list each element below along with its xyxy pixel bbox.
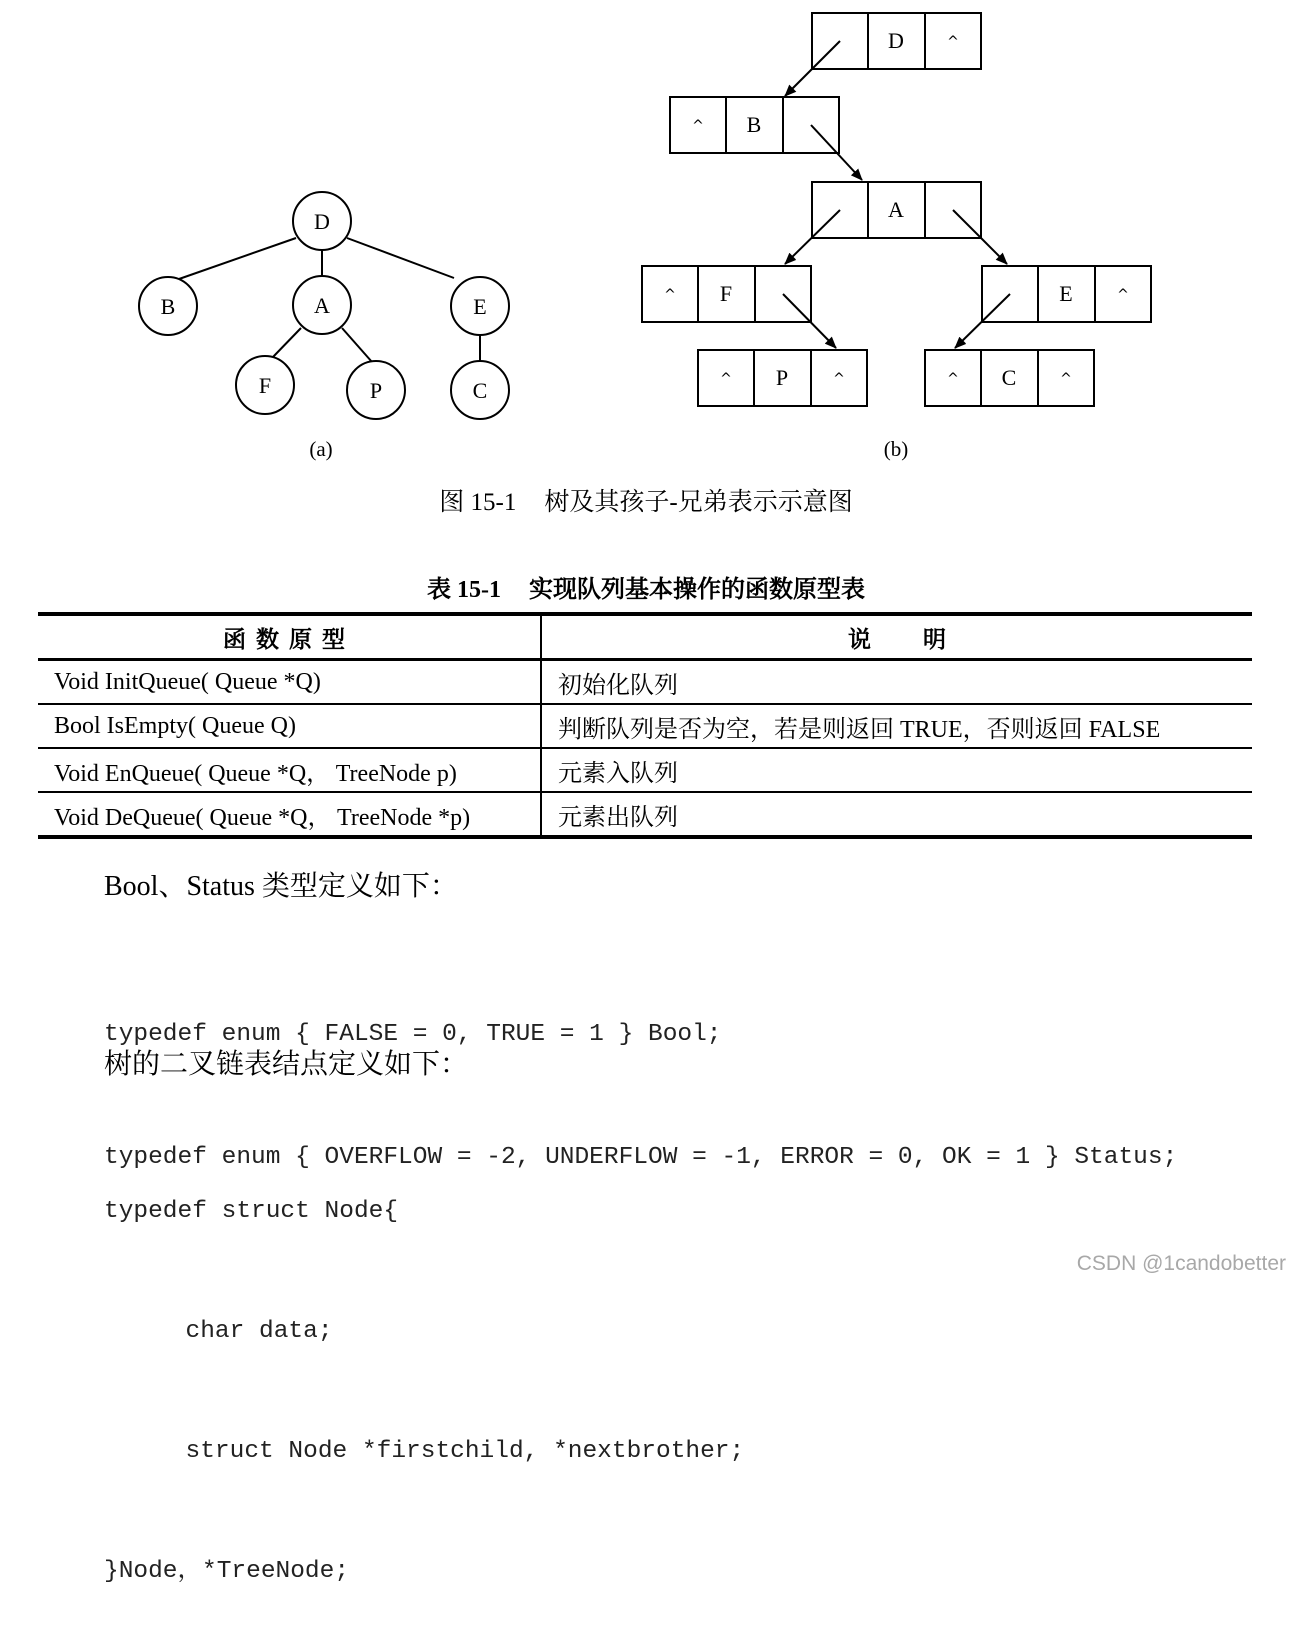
code-line: char data; bbox=[112, 1318, 333, 1345]
edge-a-p bbox=[342, 328, 372, 362]
edge-d-b bbox=[179, 238, 296, 279]
tree-a-nodes bbox=[139, 192, 509, 419]
figure-title bbox=[0, 482, 1292, 518]
table-title bbox=[0, 569, 1292, 604]
paragraph-node-definition: 树的二叉链表结点定义如下： bbox=[104, 1049, 469, 1080]
function-prototype-table bbox=[38, 612, 1252, 839]
edge-a-f bbox=[272, 328, 301, 358]
table-number: 表 15-1 bbox=[427, 577, 501, 603]
code-line: typedef enum { FALSE = 0, TRUE = 1 } Bool; bbox=[104, 1021, 722, 1048]
box-label-f: F bbox=[719, 281, 733, 306]
null-marker: ^ bbox=[720, 371, 732, 387]
table-header-row bbox=[38, 614, 1252, 660]
box-label-c: C bbox=[1001, 365, 1017, 390]
code-line: typedef enum { OVERFLOW = -2, UNDERFLOW = -1, ERROR = 0, OK = 1 } Status; bbox=[104, 1144, 1178, 1171]
prototype-cell: Bool IsEmpty( Queue Q) bbox=[38, 704, 541, 748]
table-row bbox=[38, 792, 1252, 837]
edge-d-e bbox=[347, 238, 454, 278]
tree-a-node-d bbox=[293, 192, 351, 250]
caption-b: (b) bbox=[883, 437, 909, 461]
tree-a-node-f bbox=[236, 356, 294, 414]
tree-a-node-a bbox=[293, 276, 351, 334]
box-label-d: D bbox=[888, 28, 904, 53]
box-label-b: B bbox=[746, 112, 762, 137]
code-line: }Node，*TreeNode; bbox=[104, 1558, 350, 1585]
svg-text:C: C bbox=[472, 378, 488, 403]
tree-figure bbox=[0, 0, 1292, 470]
header-description: 说 明 bbox=[848, 626, 946, 652]
tree-a-node-p bbox=[347, 361, 405, 419]
code-line: typedef struct Node{ bbox=[104, 1198, 399, 1225]
null-marker: ^ bbox=[1060, 371, 1072, 387]
tree-a-node-c bbox=[451, 361, 509, 419]
header-prototype: 函数原型 bbox=[38, 614, 541, 660]
svg-text:A: A bbox=[314, 293, 330, 318]
table-row bbox=[38, 704, 1252, 748]
box-label-p: P bbox=[775, 365, 789, 390]
null-marker: ^ bbox=[833, 371, 845, 387]
svg-text:B: B bbox=[160, 294, 176, 319]
description-cell: 元素出队列 bbox=[558, 804, 678, 831]
prototype-cell: Void EnQueue( Queue *Q， TreeNode p) bbox=[38, 748, 541, 792]
svg-text:D: D bbox=[314, 209, 330, 234]
null-marker: ^ bbox=[947, 371, 959, 387]
svg-text:F: F bbox=[258, 373, 272, 398]
prototype-cell: Void InitQueue( Queue *Q) bbox=[38, 660, 541, 705]
description-cell: 判断队列是否为空，若是则返回 TRUE，否则返回 FALSE bbox=[558, 716, 1161, 743]
caption-a: (a) bbox=[309, 437, 333, 461]
table-row bbox=[38, 660, 1252, 705]
null-marker: ^ bbox=[692, 118, 704, 134]
tree-b-labels bbox=[664, 28, 1129, 390]
null-marker: ^ bbox=[664, 287, 676, 303]
watermark: CSDN @1candobetter bbox=[1076, 1252, 1286, 1275]
table-title-text: 实现队列基本操作的函数原型表 bbox=[529, 577, 865, 603]
code-line: struct Node *firstchild, *nextbrother; bbox=[112, 1438, 745, 1465]
code-block-struct bbox=[104, 1112, 744, 1632]
box-label-a: A bbox=[888, 197, 904, 222]
null-marker: ^ bbox=[947, 34, 959, 50]
figure-title-text: 树及其孩子-兄弟表示示意图 bbox=[544, 489, 853, 516]
tree-a-node-e bbox=[451, 277, 509, 335]
svg-text:E: E bbox=[473, 294, 487, 319]
paragraph-type-definitions: Bool、Status 类型定义如下： bbox=[104, 871, 458, 902]
prototype-cell: Void DeQueue( Queue *Q， TreeNode *p) bbox=[38, 792, 541, 837]
figure-number: 图 15-1 bbox=[439, 489, 517, 516]
table-row bbox=[38, 748, 1252, 792]
box-label-e: E bbox=[1059, 281, 1073, 306]
description-cell: 初始化队列 bbox=[558, 672, 678, 699]
tree-a-node-b bbox=[139, 277, 197, 335]
description-cell: 元素入队列 bbox=[558, 760, 678, 787]
svg-text:P: P bbox=[369, 378, 383, 403]
null-marker: ^ bbox=[1117, 287, 1129, 303]
